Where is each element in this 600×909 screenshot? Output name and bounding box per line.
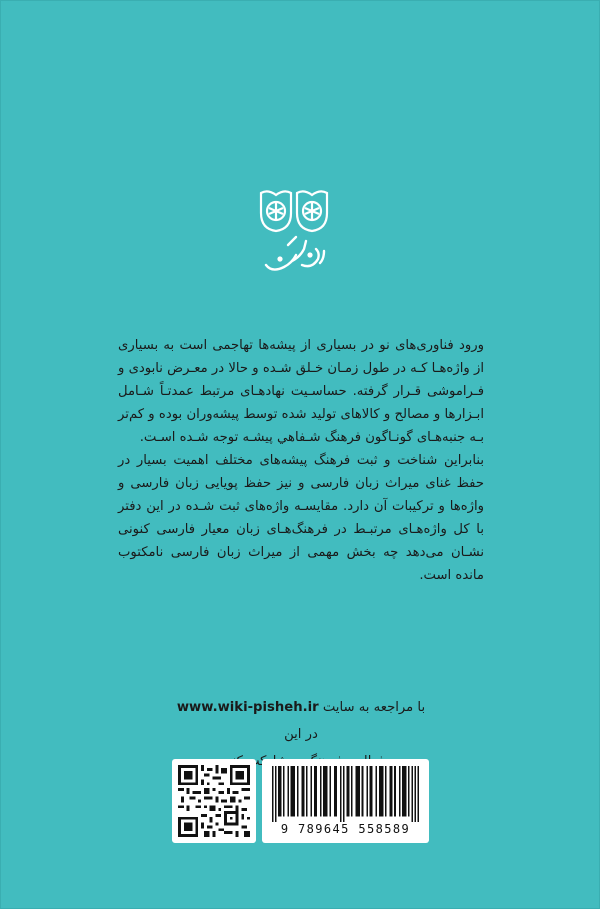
isbn-barcode [262,759,429,843]
description-text [118,334,484,587]
publisher-logo-icon [258,185,330,277]
isbn-barcode-icon [272,766,419,822]
website-text-before: با مراجعه به سایت [322,700,426,715]
publisher-logo [258,185,330,277]
isbn-number: 9 789645 558589 [280,822,411,836]
qr-code-icon [178,765,250,837]
qr-code [172,759,256,843]
website-line-1 [170,694,432,748]
website-link[interactable]: www.wiki-pisheh.ir [176,700,319,715]
description-paragraph: بنابراین شناخت و ثبت فرهنگ پیشه‌های مختلف اهمیت بسیار در حفظ غنای میراث زبان فارسی و نیز حفظ پویایی زبان فارسی و واژه‌ها و ترکیبات آن دارد. مقایسـه واژه‌های ثبت شـده در این دفتر با کل واژه‌هـای مرتبـط در فرهنگ‌هـای زبان معیار فارسی کنونی نشـان می‌دهد چه بخش مهمی از میراث زبان فارسی نامکتوب مانده است. [118,453,484,583]
description-paragraph: ورود فناوری‌های نو در بسیاری از پیشه‌ها تهاجمی است به بسیاری از واژه‌هـا کـه در طول زمـان خـلق شـده و حالا در معـرض نابودی و فـراموشی قـرار گرفته. حساسـیت نهادهـای مرتبط عمدتـاً شـامل ابـزارها و مصالح و کالاهای تولید شده توسط پیشه‌وران بوده و کم‌تر بـه جنبه‌هـای گونـاگون فرهنگ شـفاهي پيشـه توجه شـده اسـت. [118,338,484,445]
website-text-after: در این [284,727,318,742]
